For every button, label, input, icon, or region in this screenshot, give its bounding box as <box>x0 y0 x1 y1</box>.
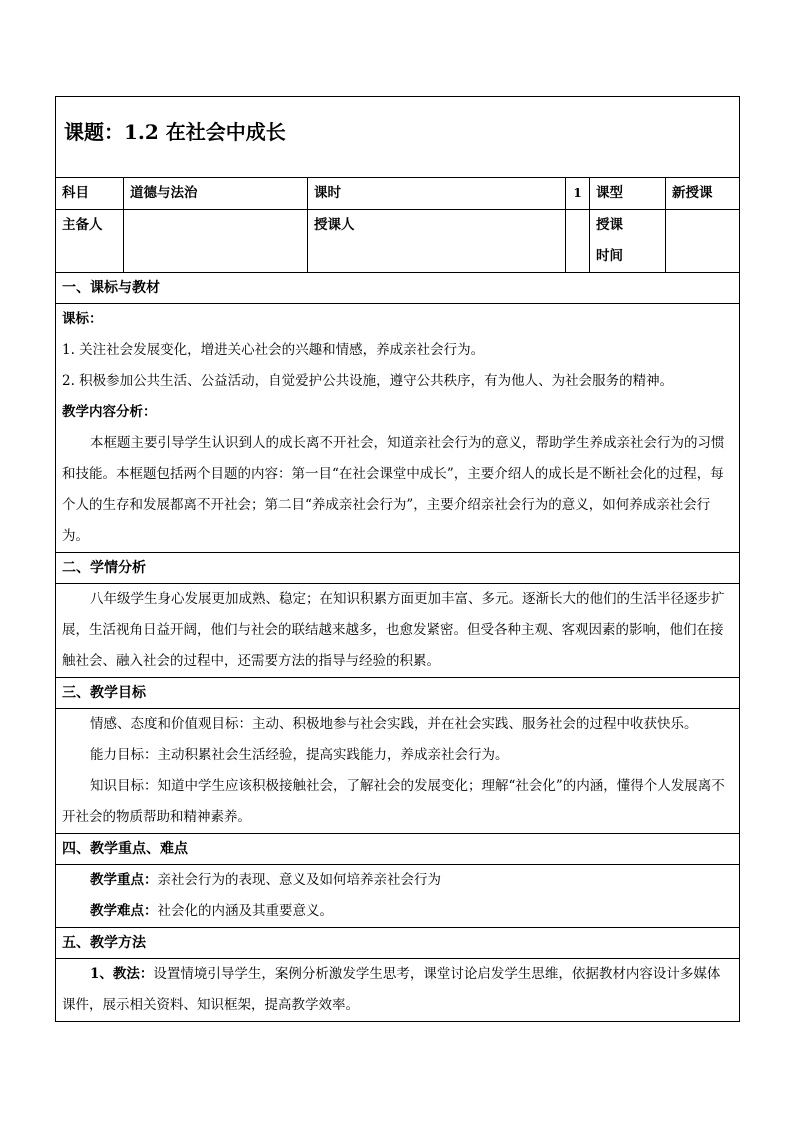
difficult-point-text: 社会化的内涵及其重要意义。 <box>157 903 333 919</box>
page-title: 课题：1.2 在社会中成长 <box>56 97 740 178</box>
learner-analysis-text: 八年级学生身心发展更加成熟、稳定；在知识积累方面更加丰富、多元。逐渐长大的他们的生活半径逐步扩展，生活视角日益开阔，他们与社会的联结越来越多，也愈发紧密。但受各种主观、客观因素的影响，他们在接触社会、融入社会的过程中，还需要方法的指导与经验的积累。 <box>62 591 725 669</box>
time-label-line-1: 授课 <box>596 217 623 233</box>
section-3-heading-row <box>56 678 740 709</box>
info-row-1 <box>56 178 740 210</box>
type-value: 新授课 <box>666 178 740 210</box>
time-value <box>666 210 740 273</box>
section-2-body-row <box>56 584 740 678</box>
section-5-heading-row <box>56 928 740 959</box>
key-point-text: 亲社会行为的表现、意义及如何培养亲社会行为 <box>157 872 441 888</box>
analysis-text: 本框题主要引导学生认识到人的成长离不开社会，知道亲社会行为的意义，帮助学生养成亲社会行为的习惯和技能。本框题包括两个目题的内容：第一目“在社会课堂中成长”，主要介绍人的成长是不断社会化的过程，每个人的生存和发展都离不开社会；第二目“养成亲社会行为”，主要介绍亲社会行为的意义，如何养成亲社会行为。 <box>62 435 725 544</box>
section-3-body-row <box>56 709 740 834</box>
difficult-point-label: 教学难点： <box>90 903 158 919</box>
time-label <box>590 210 666 273</box>
section-4-heading: 四、教学重点、难点 <box>56 834 740 865</box>
standard-label: 课标： <box>62 311 103 327</box>
lesson-plan-table <box>55 96 740 1022</box>
title-row <box>56 97 740 178</box>
hours-value: 1 <box>566 178 590 210</box>
section-4-heading-row <box>56 834 740 865</box>
section-5-heading: 五、教学方法 <box>56 928 740 959</box>
section-5-body-row <box>56 959 740 1022</box>
teacher-label: 授课人 <box>308 210 566 273</box>
key-point <box>62 865 733 896</box>
section-1-body <box>56 304 740 553</box>
teacher-value <box>566 210 590 273</box>
preparer-value <box>124 210 308 273</box>
goal-knowledge: 知识目标：知道中学生应该积极接触社会，了解社会的发展变化；理解“社会化”的内涵，懂得个人发展离不开社会的物质帮助和精神素养。 <box>62 778 725 825</box>
section-3-body <box>56 709 740 834</box>
standard-item-2: 2. 积极参加公共生活、公益活动，自觉爱护公共设施，遵守公共秩序，有为他人、为社会服务的精神。 <box>62 373 674 389</box>
hours-label: 课时 <box>308 178 566 210</box>
difficult-point <box>62 896 733 927</box>
section-1-heading-row <box>56 273 740 304</box>
section-4-body <box>56 865 740 928</box>
section-5-body <box>56 959 740 1022</box>
subject-value: 道德与法治 <box>124 178 308 210</box>
section-3-heading: 三、教学目标 <box>56 678 740 709</box>
type-label: 课型 <box>590 178 666 210</box>
section-1-body-row <box>56 304 740 553</box>
subject-label: 科目 <box>56 178 124 210</box>
key-point-label: 教学重点： <box>90 872 158 888</box>
lesson-plan-document <box>55 96 739 1022</box>
time-label-line-2: 时间 <box>596 248 623 264</box>
standard-item-1: 1. 关注社会发展变化，增进关心社会的兴趣和情感，养成亲社会行为。 <box>62 342 485 358</box>
preparer-label: 主备人 <box>56 210 124 273</box>
info-row-2 <box>56 210 740 273</box>
analysis-label: 教学内容分析： <box>62 404 157 420</box>
section-4-body-row <box>56 865 740 928</box>
teaching-method <box>62 959 733 1021</box>
section-2-heading-row <box>56 553 740 584</box>
teaching-method-label: 1、教法： <box>90 966 154 982</box>
teaching-method-text: 设置情境引导学生，案例分析激发学生思考，课堂讨论启发学生思维，依据教材内容设计多媒体课件，展示相关资料、知识框架，提高教学效率。 <box>62 966 721 1013</box>
section-2-body <box>56 584 740 678</box>
goal-emotion: 情感、态度和价值观目标：主动、积极地参与社会实践，并在社会实践、服务社会的过程中收获快乐。 <box>90 716 698 732</box>
section-2-heading: 二、学情分析 <box>56 553 740 584</box>
section-1-heading: 一、课标与教材 <box>56 273 740 304</box>
goal-ability: 能力目标：主动积累社会生活经验，提高实践能力，养成亲社会行为。 <box>90 747 509 763</box>
